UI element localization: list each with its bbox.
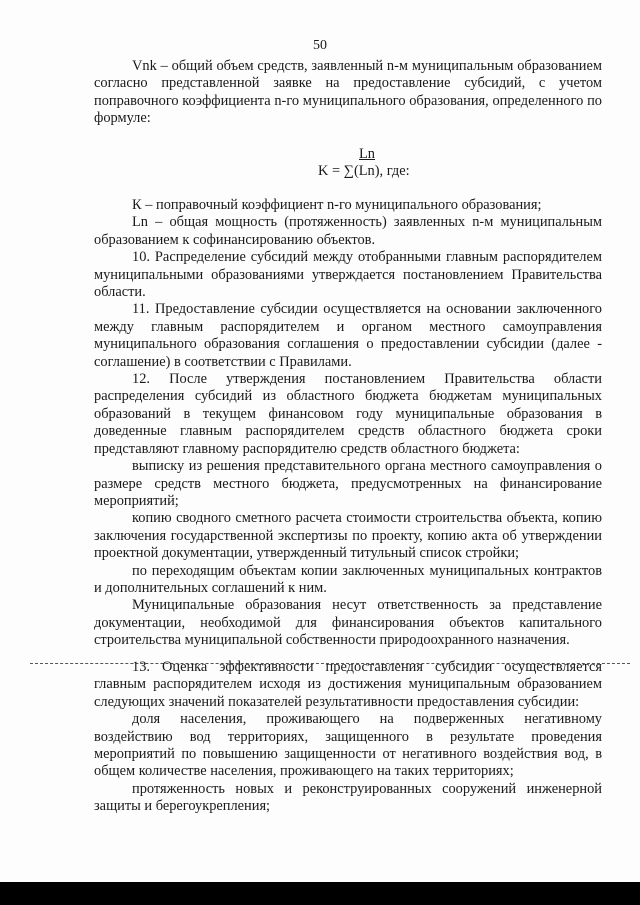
page-number: 50	[313, 38, 327, 53]
paragraph: 13. Оценка эффективности предоставления субсидии осуществляется главным распорядителем исходя из достижения муниципальным образованием следующих значений показателей результативности предоставления субсидии:	[94, 659, 602, 710]
formula-equation: K = ∑(Ln), где:	[318, 163, 410, 179]
paragraph: Муниципальные образования несут ответственность за представление документации, необходимой для финансирования объектов капитального строительства муниципальной собственности природоохранного назначения.	[94, 597, 602, 649]
paragraph: выписку из решения представительного органа местного самоуправления о размере средств местного бюджета, предусмотренных на финансирование мероприятий;	[94, 458, 602, 509]
main-text	[94, 197, 602, 650]
paragraph: К – поправочный коэффициент n-го муниципального образования;	[132, 197, 542, 213]
formula-numerator: Ln	[359, 146, 375, 162]
scan-border	[0, 882, 640, 905]
paragraph: по переходящим объектам копии заключенных муниципальных контрактов и дополнительных соглашений к ним.	[94, 562, 602, 596]
paragraph: 11. Предоставление субсидии осуществляется на основании заключенного между главным распорядителем и органом местного самоуправления муниципального образования соглашения о предоставлении субсидии (далее - соглашение) в соответствии с Правилами.	[94, 301, 602, 370]
paragraph: Vnk – общий объем средств, заявленный n-м муниципальным образованием согласно представленной заявке на предоставление субсидий, с учетом поправочного коэффициента n-го муниципального образования, определенного по формуле:	[94, 58, 602, 127]
paragraph: 10. Распределение субсидий между отобранными главным распорядителем муниципальными образованиями утверждается постановлением Правительства области.	[94, 249, 602, 301]
paragraph: копию сводного сметного расчета стоимости строительства объекта, копию заключения государственной экспертизы по проекту, копию акта об утверждении проектной документации, утвержденный титульный список стройки;	[94, 510, 602, 562]
paragraph: доля населения, проживающего на подверженных негативному воздействию вод территориях, защищенного в результате проведения мероприятий по повышению защищенности от негативного воздействия вод, в общем количестве населения, проживающего на таких территориях;	[94, 711, 602, 780]
paragraph: протяженность новых и реконструированных сооружений инженерной защиты и берегоукрепления;	[94, 780, 602, 815]
paragraph: 12. После утверждения постановлением Правительства области распределения субсидий из областного бюджета бюджетам муниципальных образований в текущем финансовом году муниципальные образования в доведенные главным распорядителем средств областного бюджета сроки представляют главному распорядителю средств областного бюджета:	[94, 371, 602, 457]
intro-text	[94, 58, 602, 128]
closing-text	[94, 659, 602, 816]
paragraph: Ln – общая мощность (протяженность) заявленных n-м муниципальным образованием к софинансированию объектов.	[94, 214, 602, 248]
